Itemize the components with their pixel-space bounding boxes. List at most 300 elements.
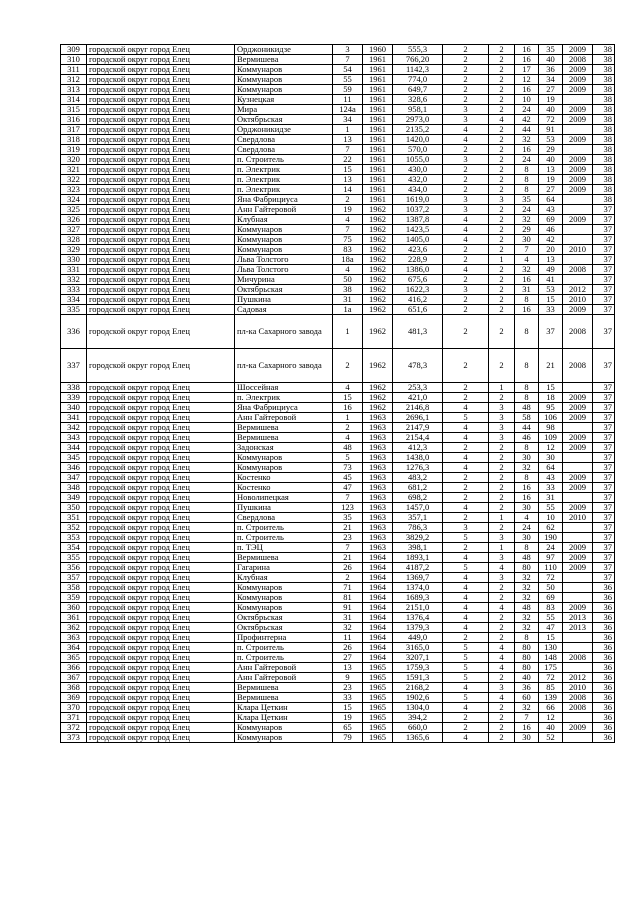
cell-row-number: 353 [61, 533, 87, 543]
cell-street: Яна Фабрициуса [235, 195, 333, 205]
cell-house-number: 13 [333, 663, 363, 673]
cell-entrances: 2 [489, 225, 515, 235]
cell-repair-year [563, 235, 593, 245]
cell-entrances: 2 [489, 733, 515, 743]
cell-wear-percent: 37 [593, 349, 615, 383]
cell-row-number: 315 [61, 105, 87, 115]
table-row [61, 543, 615, 553]
cell-repair-year: 2009 [563, 175, 593, 185]
table-row [61, 95, 615, 105]
cell-flats: 8 [515, 393, 539, 403]
cell-floors: 5 [443, 563, 489, 573]
cell-municipality: городской округ город Елец [87, 523, 235, 533]
table-row [61, 453, 615, 463]
cell-residents: 40 [539, 55, 563, 65]
cell-row-number: 349 [61, 493, 87, 503]
cell-wear-percent: 37 [593, 463, 615, 473]
cell-flats: 16 [515, 723, 539, 733]
cell-residents: 15 [539, 295, 563, 305]
cell-row-number: 368 [61, 683, 87, 693]
cell-row-number: 344 [61, 443, 87, 453]
cell-row-number: 346 [61, 463, 87, 473]
cell-wear-percent: 37 [593, 483, 615, 493]
cell-row-number: 325 [61, 205, 87, 215]
cell-wear-percent: 37 [593, 225, 615, 235]
cell-wear-percent: 37 [593, 275, 615, 285]
cell-house-number: 18а [333, 255, 363, 265]
table-row [61, 523, 615, 533]
cell-house-number: 3 [333, 45, 363, 55]
cell-row-number: 343 [61, 433, 87, 443]
table-row [61, 65, 615, 75]
cell-street: Клубная [235, 573, 333, 583]
table-row [61, 315, 615, 349]
cell-floors: 2 [443, 165, 489, 175]
cell-area: 2973,0 [393, 115, 443, 125]
cell-repair-year [563, 663, 593, 673]
cell-repair-year: 2009 [563, 165, 593, 175]
cell-area: 1276,3 [393, 463, 443, 473]
cell-residents: 46 [539, 225, 563, 235]
table-row [61, 593, 615, 603]
table-row [61, 255, 615, 265]
cell-wear-percent: 37 [593, 523, 615, 533]
cell-street: Клубная [235, 215, 333, 225]
cell-residents: 53 [539, 285, 563, 295]
cell-area: 1387,8 [393, 215, 443, 225]
cell-flats: 16 [515, 305, 539, 315]
cell-repair-year [563, 633, 593, 643]
cell-area: 434,0 [393, 185, 443, 195]
cell-floors: 5 [443, 643, 489, 653]
cell-repair-year [563, 593, 593, 603]
cell-build-year: 1964 [363, 553, 393, 563]
cell-street: пл-ка Сахарного завода [235, 315, 333, 349]
cell-row-number: 361 [61, 613, 87, 623]
cell-wear-percent: 38 [593, 115, 615, 125]
cell-municipality: городской округ город Елец [87, 95, 235, 105]
cell-wear-percent: 36 [593, 703, 615, 713]
cell-street: п. Строитель [235, 653, 333, 663]
cell-floors: 2 [443, 723, 489, 733]
table-row [61, 245, 615, 255]
cell-row-number: 322 [61, 175, 87, 185]
cell-row-number: 345 [61, 453, 87, 463]
cell-repair-year [563, 275, 593, 285]
cell-entrances: 2 [489, 593, 515, 603]
cell-flats: 32 [515, 593, 539, 603]
cell-entrances: 2 [489, 175, 515, 185]
cell-house-number: 55 [333, 75, 363, 85]
cell-build-year: 1964 [363, 593, 393, 603]
cell-street: Вермишева [235, 683, 333, 693]
cell-entrances: 3 [489, 403, 515, 413]
cell-entrances: 1 [489, 383, 515, 393]
cell-street: Вермишева [235, 693, 333, 703]
cell-build-year: 1961 [363, 115, 393, 125]
cell-build-year: 1962 [363, 349, 393, 383]
cell-street: Льва Толстого [235, 265, 333, 275]
cell-area: 1304,0 [393, 703, 443, 713]
cell-wear-percent: 37 [593, 563, 615, 573]
cell-floors: 2 [443, 383, 489, 393]
cell-flats: 8 [515, 543, 539, 553]
cell-residents: 33 [539, 305, 563, 315]
cell-entrances: 2 [489, 483, 515, 493]
cell-entrances: 3 [489, 533, 515, 543]
cell-house-number: 2 [333, 423, 363, 433]
cell-municipality: городской округ город Елец [87, 315, 235, 349]
cell-flats: 32 [515, 573, 539, 583]
table-row [61, 155, 615, 165]
cell-residents: 35 [539, 45, 563, 55]
cell-house-number: 22 [333, 155, 363, 165]
cell-house-number: 21 [333, 523, 363, 533]
cell-house-number: 11 [333, 95, 363, 105]
cell-area: 2146,8 [393, 403, 443, 413]
cell-entrances: 2 [489, 713, 515, 723]
cell-repair-year [563, 463, 593, 473]
cell-house-number: 73 [333, 463, 363, 473]
cell-floors: 3 [443, 285, 489, 295]
cell-build-year: 1962 [363, 315, 393, 349]
table-row [61, 413, 615, 423]
cell-house-number: 27 [333, 653, 363, 663]
cell-floors: 2 [443, 349, 489, 383]
cell-build-year: 1961 [363, 55, 393, 65]
cell-house-number: 4 [333, 433, 363, 443]
cell-area: 698,2 [393, 493, 443, 503]
cell-entrances: 3 [489, 413, 515, 423]
table-row [61, 673, 615, 683]
table-row [61, 573, 615, 583]
cell-floors: 2 [443, 175, 489, 185]
cell-build-year: 1963 [363, 473, 393, 483]
cell-build-year: 1963 [363, 543, 393, 553]
cell-row-number: 360 [61, 603, 87, 613]
cell-house-number: 7 [333, 543, 363, 553]
cell-area: 774,0 [393, 75, 443, 85]
cell-repair-year: 2009 [563, 553, 593, 563]
cell-residents: 40 [539, 155, 563, 165]
cell-municipality: городской округ город Елец [87, 75, 235, 85]
cell-repair-year [563, 225, 593, 235]
cell-flats: 30 [515, 453, 539, 463]
cell-house-number: 31 [333, 295, 363, 305]
cell-floors: 2 [443, 85, 489, 95]
cell-wear-percent: 38 [593, 85, 615, 95]
cell-floors: 4 [443, 683, 489, 693]
cell-municipality: городской округ город Елец [87, 543, 235, 553]
cell-flats: 10 [515, 95, 539, 105]
cell-row-number: 342 [61, 423, 87, 433]
table-row [61, 383, 615, 393]
cell-entrances: 2 [489, 673, 515, 683]
table-row [61, 145, 615, 155]
cell-area: 675,6 [393, 275, 443, 285]
cell-floors: 2 [443, 65, 489, 75]
cell-flats: 8 [515, 383, 539, 393]
cell-build-year: 1961 [363, 95, 393, 105]
cell-repair-year: 2008 [563, 55, 593, 65]
cell-residents: 109 [539, 433, 563, 443]
cell-area: 2147,9 [393, 423, 443, 433]
cell-residents: 18 [539, 393, 563, 403]
cell-flats: 32 [515, 463, 539, 473]
cell-flats: 44 [515, 423, 539, 433]
cell-entrances: 2 [489, 473, 515, 483]
housing-register-sheet [60, 44, 615, 743]
cell-street: Коммунаров [235, 603, 333, 613]
table-row [61, 513, 615, 523]
cell-flats: 16 [515, 85, 539, 95]
cell-wear-percent: 38 [593, 175, 615, 185]
cell-municipality: городской округ город Елец [87, 443, 235, 453]
cell-row-number: 332 [61, 275, 87, 285]
cell-area: 1405,0 [393, 235, 443, 245]
cell-row-number: 370 [61, 703, 87, 713]
cell-entrances: 2 [489, 583, 515, 593]
cell-area: 4187,2 [393, 563, 443, 573]
cell-build-year: 1962 [363, 225, 393, 235]
table-row [61, 45, 615, 55]
cell-residents: 55 [539, 503, 563, 513]
cell-wear-percent: 37 [593, 383, 615, 393]
cell-wear-percent: 37 [593, 403, 615, 413]
cell-entrances: 2 [489, 65, 515, 75]
cell-residents: 85 [539, 683, 563, 693]
cell-municipality: городской округ город Елец [87, 573, 235, 583]
cell-repair-year: 2009 [563, 75, 593, 85]
cell-residents: 36 [539, 65, 563, 75]
cell-house-number: 1а [333, 305, 363, 315]
cell-area: 328,6 [393, 95, 443, 105]
cell-entrances: 2 [489, 85, 515, 95]
cell-repair-year: 2009 [563, 443, 593, 453]
cell-street: Октябрьская [235, 623, 333, 633]
cell-entrances: 2 [489, 305, 515, 315]
cell-build-year: 1963 [363, 423, 393, 433]
cell-street: Коммунаров [235, 75, 333, 85]
cell-repair-year: 2009 [563, 155, 593, 165]
cell-flats: 46 [515, 433, 539, 443]
cell-residents: 31 [539, 493, 563, 503]
cell-flats: 32 [515, 135, 539, 145]
cell-flats: 12 [515, 75, 539, 85]
cell-house-number: 2 [333, 349, 363, 383]
cell-municipality: городской округ город Елец [87, 583, 235, 593]
cell-repair-year [563, 205, 593, 215]
cell-floors: 2 [443, 245, 489, 255]
cell-street: Коммунаров [235, 225, 333, 235]
cell-municipality: городской округ город Елец [87, 235, 235, 245]
cell-row-number: 366 [61, 663, 87, 673]
cell-flats: 17 [515, 65, 539, 75]
cell-build-year: 1964 [363, 643, 393, 653]
cell-area: 3207,1 [393, 653, 443, 663]
cell-residents: 41 [539, 275, 563, 285]
cell-residents: 21 [539, 349, 563, 383]
cell-floors: 5 [443, 663, 489, 673]
cell-entrances: 1 [489, 513, 515, 523]
cell-area: 1420,0 [393, 135, 443, 145]
table-row [61, 553, 615, 563]
cell-floors: 3 [443, 523, 489, 533]
cell-street: п. Строитель [235, 643, 333, 653]
cell-municipality: городской округ город Елец [87, 623, 235, 633]
cell-wear-percent: 38 [593, 195, 615, 205]
cell-flats: 24 [515, 105, 539, 115]
cell-floors: 4 [443, 403, 489, 413]
cell-build-year: 1961 [363, 175, 393, 185]
cell-row-number: 313 [61, 85, 87, 95]
cell-repair-year: 2008 [563, 653, 593, 663]
cell-entrances: 2 [489, 135, 515, 145]
cell-floors: 4 [443, 603, 489, 613]
cell-floors: 2 [443, 95, 489, 105]
cell-floors: 4 [443, 573, 489, 583]
cell-row-number: 372 [61, 723, 87, 733]
cell-floors: 4 [443, 583, 489, 593]
cell-entrances: 4 [489, 663, 515, 673]
cell-residents: 12 [539, 713, 563, 723]
cell-municipality: городской округ город Елец [87, 423, 235, 433]
cell-floors: 5 [443, 413, 489, 423]
cell-build-year: 1961 [363, 105, 393, 115]
cell-build-year: 1961 [363, 185, 393, 195]
cell-repair-year: 2009 [563, 215, 593, 225]
cell-build-year: 1960 [363, 45, 393, 55]
cell-house-number: 45 [333, 473, 363, 483]
cell-entrances: 2 [489, 285, 515, 295]
cell-entrances: 4 [489, 643, 515, 653]
table-row [61, 463, 615, 473]
cell-build-year: 1964 [363, 563, 393, 573]
table-row [61, 533, 615, 543]
cell-residents: 95 [539, 403, 563, 413]
table-row [61, 285, 615, 295]
cell-area: 1902,6 [393, 693, 443, 703]
cell-row-number: 314 [61, 95, 87, 105]
cell-flats: 16 [515, 145, 539, 155]
cell-floors: 2 [443, 443, 489, 453]
cell-floors: 4 [443, 553, 489, 563]
table-row [61, 295, 615, 305]
cell-house-number: 23 [333, 533, 363, 543]
cell-floors: 2 [443, 55, 489, 65]
cell-row-number: 362 [61, 623, 87, 633]
cell-municipality: городской округ город Елец [87, 703, 235, 713]
cell-floors: 3 [443, 155, 489, 165]
cell-flats: 8 [515, 315, 539, 349]
cell-row-number: 347 [61, 473, 87, 483]
cell-wear-percent: 36 [593, 623, 615, 633]
cell-repair-year: 2009 [563, 483, 593, 493]
cell-municipality: городской округ город Елец [87, 503, 235, 513]
cell-wear-percent: 37 [593, 245, 615, 255]
cell-street: Свердлова [235, 145, 333, 155]
cell-municipality: городской округ город Елец [87, 403, 235, 413]
cell-house-number: 7 [333, 225, 363, 235]
cell-street: Орджоникидзе [235, 45, 333, 55]
cell-wear-percent: 38 [593, 55, 615, 65]
cell-area: 421,0 [393, 393, 443, 403]
cell-flats: 4 [515, 255, 539, 265]
cell-repair-year [563, 195, 593, 205]
cell-floors: 5 [443, 693, 489, 703]
cell-flats: 32 [515, 703, 539, 713]
cell-municipality: городской округ город Елец [87, 413, 235, 423]
cell-flats: 48 [515, 553, 539, 563]
cell-entrances: 3 [489, 195, 515, 205]
cell-build-year: 1965 [363, 703, 393, 713]
cell-area: 2135,2 [393, 125, 443, 135]
cell-row-number: 323 [61, 185, 87, 195]
cell-area: 1689,3 [393, 593, 443, 603]
cell-row-number: 330 [61, 255, 87, 265]
cell-wear-percent: 37 [593, 265, 615, 275]
cell-build-year: 1965 [363, 663, 393, 673]
cell-house-number: 4 [333, 215, 363, 225]
table-row [61, 683, 615, 693]
cell-repair-year [563, 423, 593, 433]
cell-repair-year: 2013 [563, 613, 593, 623]
cell-repair-year [563, 523, 593, 533]
cell-flats: 32 [515, 215, 539, 225]
cell-street: Коммунаров [235, 453, 333, 463]
cell-flats: 32 [515, 583, 539, 593]
cell-municipality: городской округ город Елец [87, 613, 235, 623]
cell-residents: 34 [539, 75, 563, 85]
cell-house-number: 1 [333, 125, 363, 135]
cell-residents: 64 [539, 195, 563, 205]
cell-area: 1037,2 [393, 205, 443, 215]
cell-wear-percent: 37 [593, 393, 615, 403]
cell-floors: 4 [443, 463, 489, 473]
cell-street: Садовая [235, 305, 333, 315]
cell-wear-percent: 38 [593, 95, 615, 105]
table-row [61, 85, 615, 95]
cell-area: 1374,0 [393, 583, 443, 593]
cell-street: Костенко [235, 473, 333, 483]
cell-wear-percent: 36 [593, 593, 615, 603]
cell-municipality: городской округ город Елец [87, 65, 235, 75]
cell-area: 649,7 [393, 85, 443, 95]
cell-build-year: 1961 [363, 145, 393, 155]
cell-house-number: 1 [333, 315, 363, 349]
cell-municipality: городской округ город Елец [87, 733, 235, 743]
cell-area: 430,0 [393, 165, 443, 175]
cell-repair-year: 2009 [563, 65, 593, 75]
cell-build-year: 1963 [363, 413, 393, 423]
cell-wear-percent: 38 [593, 145, 615, 155]
table-row [61, 235, 615, 245]
cell-flats: 8 [515, 633, 539, 643]
cell-row-number: 336 [61, 315, 87, 349]
cell-row-number: 319 [61, 145, 87, 155]
cell-street: п. Строитель [235, 155, 333, 165]
cell-house-number: 4 [333, 383, 363, 393]
cell-street: Анн Гайтеровой [235, 673, 333, 683]
cell-wear-percent: 36 [593, 633, 615, 643]
cell-house-number: 71 [333, 583, 363, 593]
cell-row-number: 369 [61, 693, 87, 703]
cell-municipality: городской округ город Елец [87, 723, 235, 733]
cell-flats: 16 [515, 55, 539, 65]
cell-entrances: 2 [489, 633, 515, 643]
cell-area: 1055,0 [393, 155, 443, 165]
cell-row-number: 365 [61, 653, 87, 663]
